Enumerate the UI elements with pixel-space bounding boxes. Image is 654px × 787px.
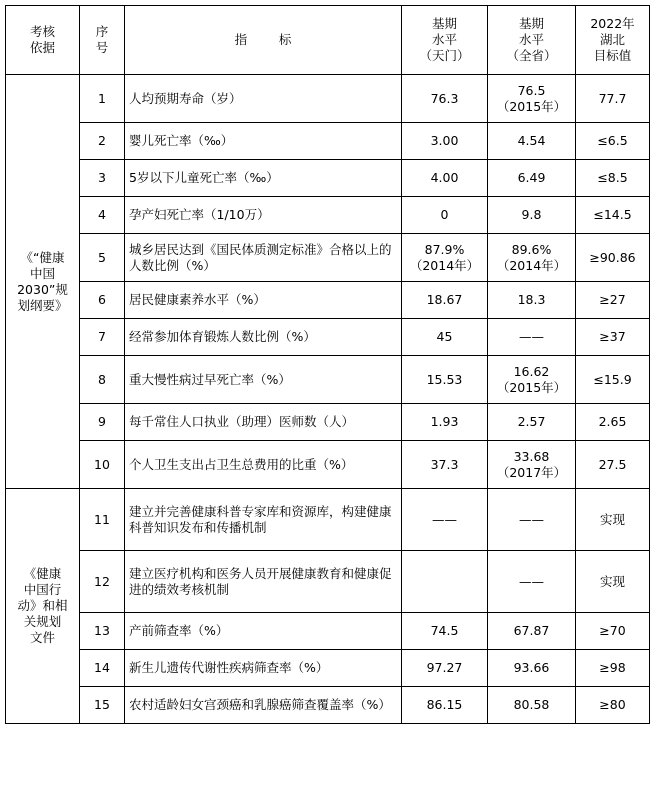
header-basis: 考核 依据 — [6, 6, 80, 75]
table-row — [6, 551, 650, 613]
target-cell: ≤8.5 — [576, 160, 650, 197]
seq-cell: 4 — [80, 197, 125, 234]
base-tianmen-cell: —— — [402, 489, 488, 551]
base-province-cell: —— — [488, 489, 576, 551]
indicator-cell: 居民健康素养水平（%） — [125, 282, 402, 319]
table-row — [6, 489, 650, 551]
base-tianmen-cell: 76.3 — [402, 75, 488, 123]
base-province-cell: 9.8 — [488, 197, 576, 234]
table-row — [6, 75, 650, 123]
header-target: 2022年 湖北 目标值 — [576, 6, 650, 75]
header-indicator: 指 标 — [125, 6, 402, 75]
target-cell: 77.7 — [576, 75, 650, 123]
indicator-cell: 孕产妇死亡率（1/10万） — [125, 197, 402, 234]
table-row — [6, 123, 650, 160]
base-province-cell: 93.66 — [488, 650, 576, 687]
target-cell: ≥27 — [576, 282, 650, 319]
indicator-cell: 新生儿遗传代谢性疾病筛查率（%） — [125, 650, 402, 687]
target-cell: ≥80 — [576, 687, 650, 724]
indicator-cell: 每千常住人口执业（助理）医师数（人） — [125, 404, 402, 441]
base-tianmen-cell — [402, 551, 488, 613]
table-row — [6, 234, 650, 282]
base-tianmen-cell: 97.27 — [402, 650, 488, 687]
target-cell: 27.5 — [576, 441, 650, 489]
base-province-cell: 76.5 （2015年） — [488, 75, 576, 123]
table-row — [6, 650, 650, 687]
basis-cell: 《“健康 中国 2030”规 划纲要》 — [6, 75, 80, 489]
base-tianmen-cell: 15.53 — [402, 356, 488, 404]
seq-cell: 5 — [80, 234, 125, 282]
basis-cell: 《健康 中国行 动》和相 关规划 文件 — [6, 489, 80, 724]
header-seq: 序 号 — [80, 6, 125, 75]
header-base-province: 基期 水平 （全省） — [488, 6, 576, 75]
target-cell: ≤6.5 — [576, 123, 650, 160]
table-row — [6, 197, 650, 234]
base-tianmen-cell: 86.15 — [402, 687, 488, 724]
seq-cell: 9 — [80, 404, 125, 441]
base-province-cell: 80.58 — [488, 687, 576, 724]
table-row — [6, 319, 650, 356]
indicator-cell: 5岁以下儿童死亡率（‰） — [125, 160, 402, 197]
base-province-cell: 2.57 — [488, 404, 576, 441]
table-row — [6, 441, 650, 489]
table-row — [6, 404, 650, 441]
base-province-cell: 4.54 — [488, 123, 576, 160]
indicator-cell: 建立医疗机构和医务人员开展健康教育和健康促进的绩效考核机制 — [125, 551, 402, 613]
indicator-cell: 人均预期寿命（岁） — [125, 75, 402, 123]
seq-cell: 11 — [80, 489, 125, 551]
base-tianmen-cell: 37.3 — [402, 441, 488, 489]
indicator-cell: 个人卫生支出占卫生总费用的比重（%） — [125, 441, 402, 489]
seq-cell: 3 — [80, 160, 125, 197]
target-cell: ≥70 — [576, 613, 650, 650]
indicator-cell: 婴儿死亡率（‰） — [125, 123, 402, 160]
base-province-cell: 16.62 （2015年） — [488, 356, 576, 404]
table-row — [6, 282, 650, 319]
table-row — [6, 160, 650, 197]
table-row — [6, 687, 650, 724]
target-cell: ≥90.86 — [576, 234, 650, 282]
seq-cell: 14 — [80, 650, 125, 687]
seq-cell: 15 — [80, 687, 125, 724]
indicator-cell: 农村适龄妇女宫颈癌和乳腺癌筛查覆盖率（%） — [125, 687, 402, 724]
base-tianmen-cell: 1.93 — [402, 404, 488, 441]
target-cell: ≤14.5 — [576, 197, 650, 234]
base-province-cell: 6.49 — [488, 160, 576, 197]
table-row — [6, 356, 650, 404]
seq-cell: 10 — [80, 441, 125, 489]
target-cell: ≥37 — [576, 319, 650, 356]
seq-cell: 12 — [80, 551, 125, 613]
seq-cell: 7 — [80, 319, 125, 356]
base-province-cell: —— — [488, 551, 576, 613]
indicator-cell: 建立并完善健康科普专家库和资源库，构建健康科普知识发布和传播机制 — [125, 489, 402, 551]
base-province-cell: 67.87 — [488, 613, 576, 650]
target-cell: ≤15.9 — [576, 356, 650, 404]
base-province-cell: 18.3 — [488, 282, 576, 319]
header-base-tianmen: 基期 水平 （天门） — [402, 6, 488, 75]
header-row — [6, 6, 650, 75]
indicator-cell: 产前筛查率（%） — [125, 613, 402, 650]
base-tianmen-cell: 74.5 — [402, 613, 488, 650]
indicator-cell: 城乡居民达到《国民体质测定标准》合格以上的人数比例（%） — [125, 234, 402, 282]
indicator-cell: 重大慢性病过早死亡率（%） — [125, 356, 402, 404]
base-tianmen-cell: 3.00 — [402, 123, 488, 160]
seq-cell: 13 — [80, 613, 125, 650]
base-tianmen-cell: 4.00 — [402, 160, 488, 197]
seq-cell: 2 — [80, 123, 125, 160]
base-tianmen-cell: 45 — [402, 319, 488, 356]
base-tianmen-cell: 18.67 — [402, 282, 488, 319]
target-cell: 2.65 — [576, 404, 650, 441]
target-cell: 实现 — [576, 551, 650, 613]
indicator-cell: 经常参加体育锻炼人数比例（%） — [125, 319, 402, 356]
indicator-table — [5, 5, 650, 724]
base-tianmen-cell: 87.9% （2014年） — [402, 234, 488, 282]
target-cell: 实现 — [576, 489, 650, 551]
seq-cell: 8 — [80, 356, 125, 404]
base-province-cell: —— — [488, 319, 576, 356]
target-cell: ≥98 — [576, 650, 650, 687]
base-province-cell: 89.6% （2014年） — [488, 234, 576, 282]
table-row — [6, 613, 650, 650]
seq-cell: 1 — [80, 75, 125, 123]
base-tianmen-cell: 0 — [402, 197, 488, 234]
base-province-cell: 33.68 （2017年） — [488, 441, 576, 489]
seq-cell: 6 — [80, 282, 125, 319]
